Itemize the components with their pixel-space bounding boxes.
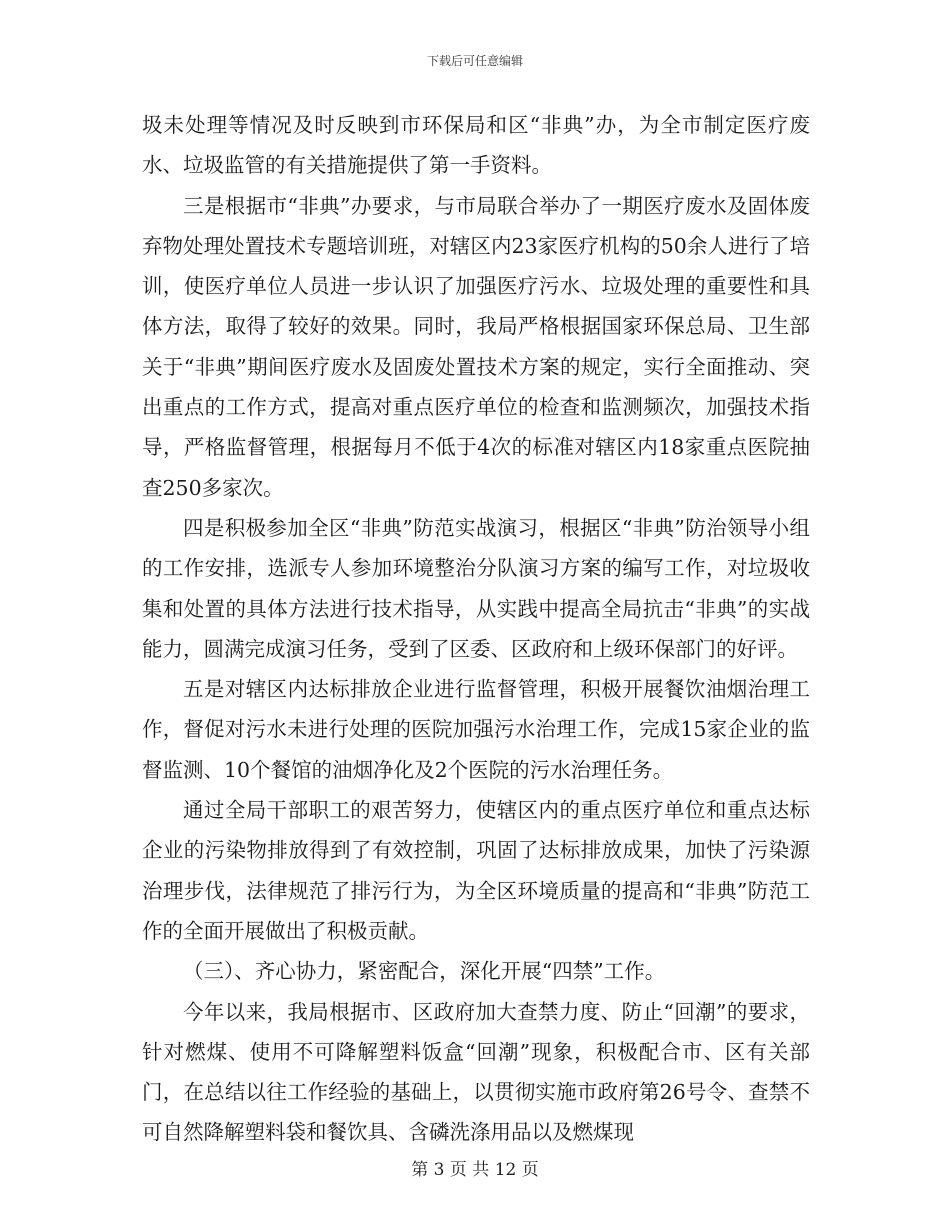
paragraph-continuation: 圾未处理等情况及时反映到市环保局和区“非典”办，为全市制定医疗废水、垃圾监管的有关措施提供了第一手资料。	[142, 113, 810, 178]
body-text	[142, 105, 810, 1153]
paragraph-summary: 通过全局干部职工的艰苦努力，使辖区内的重点医疗单位和重点达标企业的污染物排放得到了有效控制，巩固了达标排放成果，加快了污染源治理步伐，法律规范了排污行为，为全区环境质量的提高和“非典”防范工作的全面开展做出了积极贡献。	[142, 798, 810, 943]
header-note: 下载后可任意编辑	[426, 54, 523, 68]
paragraph-item-five: 五是对辖区内达标排放企业进行监督管理，积极开展餐饮油烟治理工作，督促对污水未进行处理的医院加强污水治理工作，完成15家企业的监督监测、10个餐馆的油烟净化及2个医院的污水治理任务。	[142, 677, 810, 782]
page-number: 第 3 页 共 12 页	[411, 1160, 539, 1180]
paragraph-four-bans: 今年以来，我局根据市、区政府加大查禁力度、防止“回潮”的要求，针对燃煤、使用不可降解塑料饭盒“回潮”现象，积极配合市、区有关部门，在总结以往工作经验的基础上，以贯彻实施市政府第26号令、查禁不可自然降解塑料袋和餐饮具、含磷洗涤用品以及燃煤现	[142, 999, 810, 1145]
section-heading: （三）、齐心协力，紧密配合，深化开展“四禁”工作。	[183, 959, 666, 984]
paragraph-item-three: 三是根据市“非典”办要求，与市局联合举办了一期医疗废水及固体废弃物处理处置技术专题培训班，对辖区内23家医疗机构的50余人进行了培训，使医疗单位人员进一步认识了加强医疗污水、垃圾处理的重要性和具体方法，取得了较好的效果。同时，我局严格根据国家环保总局、卫生部关于“非典”期间医疗废水及固废处置技术方案的规定，实行全面推动、突出重点的工作方式，提高对重点医疗单位的检查和监测频次，加强技术指导，严格监督管理，根据每月不低于4次的标准对辖区内18家重点医院抽查250多家次。	[142, 193, 810, 500]
paragraph-item-four: 四是积极参加全区“非典”防范实战演习，根据区“非典”防治领导小组的工作安排，选派专人参加环境整治分队演习方案的编写工作，对垃圾收集和处置的具体方法进行技术指导，从实践中提高全局抗击“非典”的实战能力，圆满完成演习任务，受到了区委、区政府和上级环保部门的好评。	[142, 515, 810, 661]
